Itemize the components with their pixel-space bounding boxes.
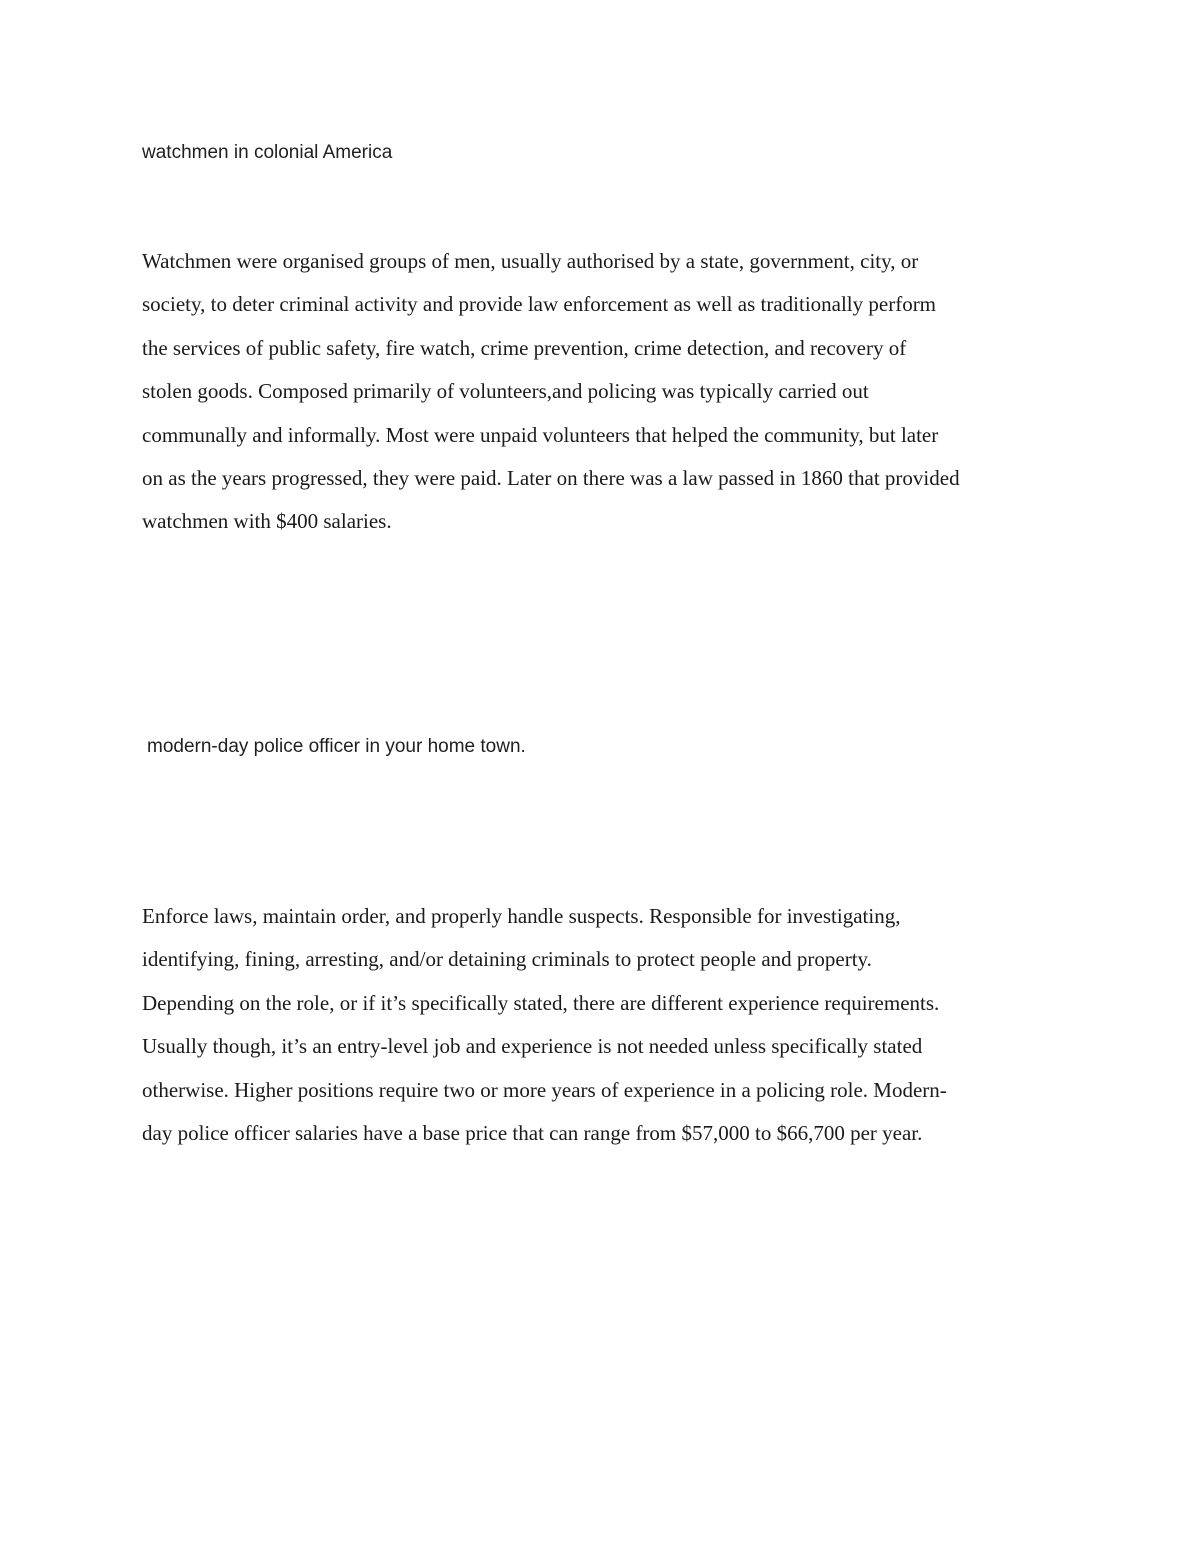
- paragraph-line: on as the years progressed, they were paid. Later on there was a law passed in 1860 that provided: [142, 466, 960, 491]
- paragraph-police-officer: [142, 895, 1082, 1155]
- section-heading-watchmen: watchmen in colonial America: [142, 142, 393, 163]
- paragraph-line: watchmen with $400 salaries.: [142, 509, 392, 534]
- paragraph-line: Watchmen were organised groups of men, usually authorised by a state, government, city, or: [142, 249, 919, 273]
- paragraph-line: stolen goods. Composed primarily of volunteers,and policing was typically carried out: [142, 379, 869, 404]
- paragraph-line: otherwise. Higher positions require two or more years of experience in a policing role. Modern-: [142, 1077, 947, 1102]
- paragraph-line: society, to deter criminal activity and provide law enforcement as well as traditionally perform: [142, 292, 937, 317]
- section-heading-police-officer: modern-day police officer in your home town.: [147, 736, 526, 757]
- paragraph-line: identifying, fining, arresting, and/or detaining criminals to protect people and property.: [142, 947, 872, 972]
- paragraph-line: Usually though, it’s an entry-level job and experience is not needed unless specifically stated: [142, 1034, 923, 1059]
- paragraph-watchmen: [142, 240, 1082, 544]
- paragraph-line: communally and informally. Most were unpaid volunteers that helped the community, but later: [142, 422, 939, 447]
- paragraph-line: the services of public safety, fire watch, crime prevention, crime detection, and recovery of: [142, 335, 907, 360]
- paragraph-line: Enforce laws, maintain order, and properly handle suspects. Responsible for investigating,: [142, 904, 901, 928]
- paragraph-line: Depending on the role, or if it’s specifically stated, there are different experience requirements.: [142, 990, 940, 1015]
- paragraph-line: day police officer salaries have a base price that can range from $57,000 to $66,700 per year.: [142, 1121, 923, 1146]
